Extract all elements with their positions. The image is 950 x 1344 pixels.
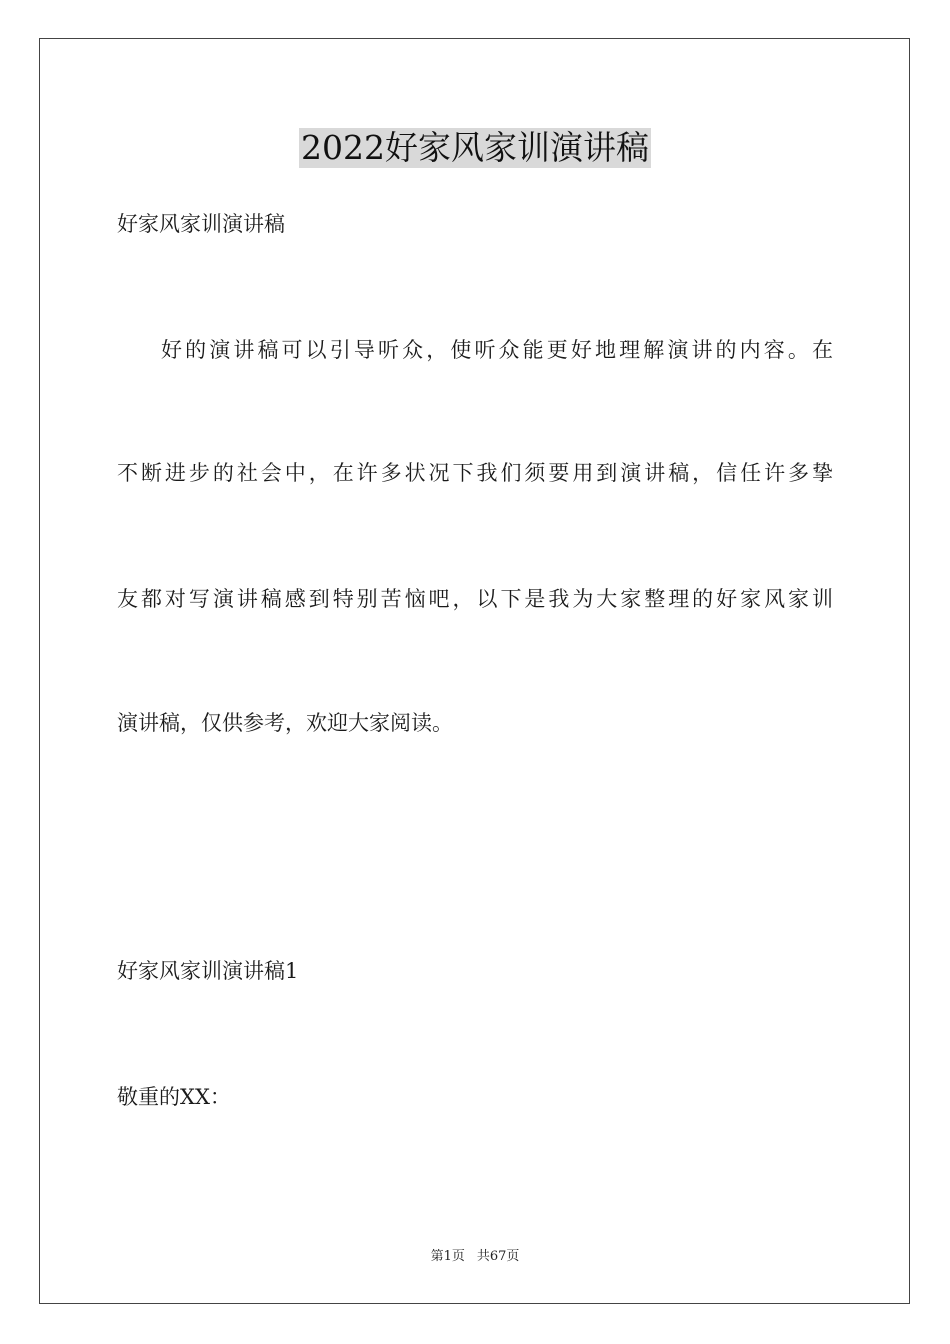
paragraph-line-4: 演讲稿，仅供参考，欢迎大家阅读。 — [117, 711, 453, 735]
page-number: 第1页 — [430, 1249, 465, 1264]
document-subtitle: 好家风家训演讲稿 — [117, 212, 285, 236]
paragraph-line-3: 友都对写演讲稿感到特别苦恼吧，以下是我为大家整理的好家风家训 — [117, 587, 833, 611]
section-heading: 好家风家训演讲稿1 — [117, 959, 299, 983]
document-title: 2022好家风家训演讲稿 — [301, 128, 649, 167]
page-total: 共67页 — [476, 1249, 520, 1264]
paragraph-line-1: 好的演讲稿可以引导听众，使听众能更好地理解演讲的内容。在 — [161, 338, 833, 362]
paragraph-line-2: 不断进步的社会中，在许多状况下我们须要用到演讲稿，信任许多挚 — [117, 461, 833, 485]
title-container — [0, 128, 950, 168]
page-footer — [0, 1248, 950, 1266]
salutation: 敬重的XX： — [117, 1085, 231, 1109]
